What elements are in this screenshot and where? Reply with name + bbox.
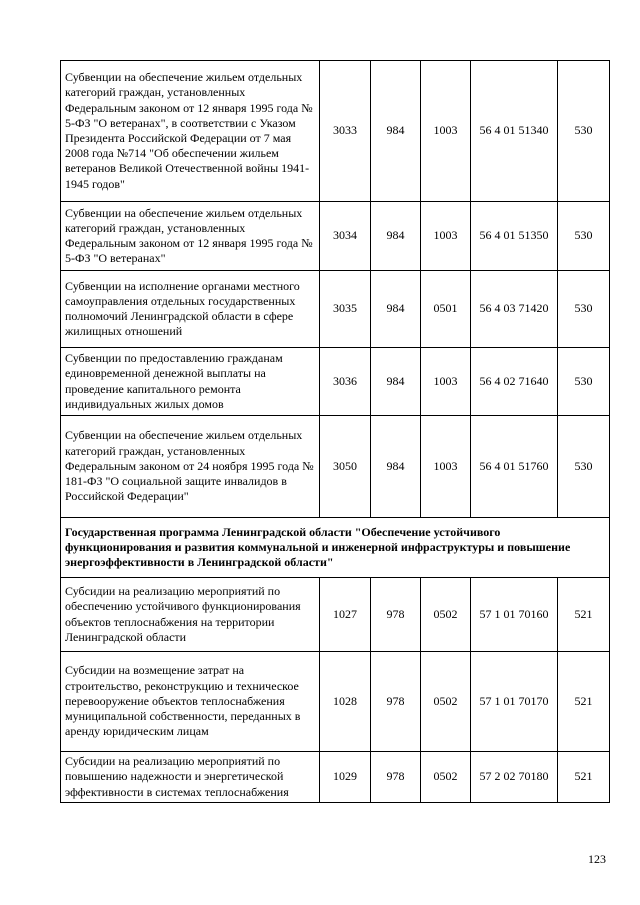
target-article-cell: 57 1 01 70160 (471, 578, 558, 652)
target-article-cell: 56 4 01 51350 (471, 202, 558, 271)
program-title-cell: Государственная программа Ленинградской области "Обеспечение устойчивого функционирования и развития коммунальной и инженерной инфраструктуры и повышение энергоэффективности в Ленинградской области" (61, 518, 610, 578)
table-row (61, 348, 610, 416)
code-cell: 3034 (320, 202, 371, 271)
expense-type-cell: 521 (558, 578, 610, 652)
target-article-cell: 57 1 01 70170 (471, 652, 558, 752)
code-cell: 3050 (320, 416, 371, 518)
table-row (61, 271, 610, 348)
code-cell: 1027 (320, 578, 371, 652)
expense-type-cell: 521 (558, 652, 610, 752)
section-code-cell: 0501 (421, 271, 471, 348)
section-code-cell: 1003 (421, 202, 471, 271)
target-article-cell: 56 4 03 71420 (471, 271, 558, 348)
code-cell: 3036 (320, 348, 371, 416)
description-cell: Субвенции на обеспечение жильем отдельных категорий граждан, установленных Федеральным законом от 24 ноября 1995 года № 181-ФЗ "О социальной защите инвалидов в Российской Федерации" (61, 416, 320, 518)
grbs-cell: 984 (371, 348, 421, 416)
table-row (61, 652, 610, 752)
target-article-cell: 56 4 01 51760 (471, 416, 558, 518)
description-cell: Субсидии на возмещение затрат на строительство, реконструкцию и техническое перевооружение объектов теплоснабжения муниципальной собственности, переданных в аренду юридическим лицам (61, 652, 320, 752)
description-cell: Субвенции на обеспечение жильем отдельных категорий граждан, установленных Федеральным законом от 12 января 1995 года № 5-ФЗ "О ветеранах" (61, 202, 320, 271)
expense-type-cell: 530 (558, 202, 610, 271)
description-cell: Субсидии на реализацию мероприятий по обеспечению устойчивого функционирования объектов теплоснабжения на территории Ленинградской области (61, 578, 320, 652)
target-article-cell: 57 2 02 70180 (471, 752, 558, 803)
description-cell: Субвенции по предоставлению гражданам единовременной денежной выплаты на проведение капитального ремонта индивидуальных жилых домов (61, 348, 320, 416)
expense-type-cell: 530 (558, 416, 610, 518)
grbs-cell: 984 (371, 202, 421, 271)
section-code-cell: 1003 (421, 416, 471, 518)
page-number: 123 (588, 852, 606, 866)
expense-type-cell: 530 (558, 61, 610, 202)
table-row (61, 578, 610, 652)
grbs-cell: 978 (371, 652, 421, 752)
code-cell: 1029 (320, 752, 371, 803)
budget-table (60, 60, 610, 803)
section-code-cell: 1003 (421, 61, 471, 202)
section-header-row (61, 518, 610, 578)
grbs-cell: 978 (371, 752, 421, 803)
section-code-cell: 1003 (421, 348, 471, 416)
table-row (61, 202, 610, 271)
grbs-cell: 984 (371, 61, 421, 202)
grbs-cell: 984 (371, 271, 421, 348)
expense-type-cell: 530 (558, 348, 610, 416)
grbs-cell: 984 (371, 416, 421, 518)
target-article-cell: 56 4 02 71640 (471, 348, 558, 416)
description-cell: Субвенции на исполнение органами местного самоуправления отдельных государственных полномочий Ленинградской области в сфере жилищных отношений (61, 271, 320, 348)
expense-type-cell: 530 (558, 271, 610, 348)
code-cell: 3033 (320, 61, 371, 202)
section-code-cell: 0502 (421, 752, 471, 803)
target-article-cell: 56 4 01 51340 (471, 61, 558, 202)
grbs-cell: 978 (371, 578, 421, 652)
code-cell: 1028 (320, 652, 371, 752)
expense-type-cell: 521 (558, 752, 610, 803)
description-cell: Субсидии на реализацию мероприятий по повышению надежности и энергетической эффективности в системах теплоснабжения (61, 752, 320, 803)
table-row (61, 416, 610, 518)
table-row (61, 752, 610, 803)
section-code-cell: 0502 (421, 652, 471, 752)
table-body (61, 61, 610, 803)
section-code-cell: 0502 (421, 578, 471, 652)
code-cell: 3035 (320, 271, 371, 348)
table-row (61, 61, 610, 202)
description-cell: Субвенции на обеспечение жильем отдельных категорий граждан, установленных Федеральным законом от 12 января 1995 года № 5-ФЗ "О ветеранах", в соответствии с Указом Президента Российской Федерации от 7 мая 2008 года №714 "Об обеспечении жильем ветеранов Великой Отечественной войны 1941-1945 годов" (61, 61, 320, 202)
